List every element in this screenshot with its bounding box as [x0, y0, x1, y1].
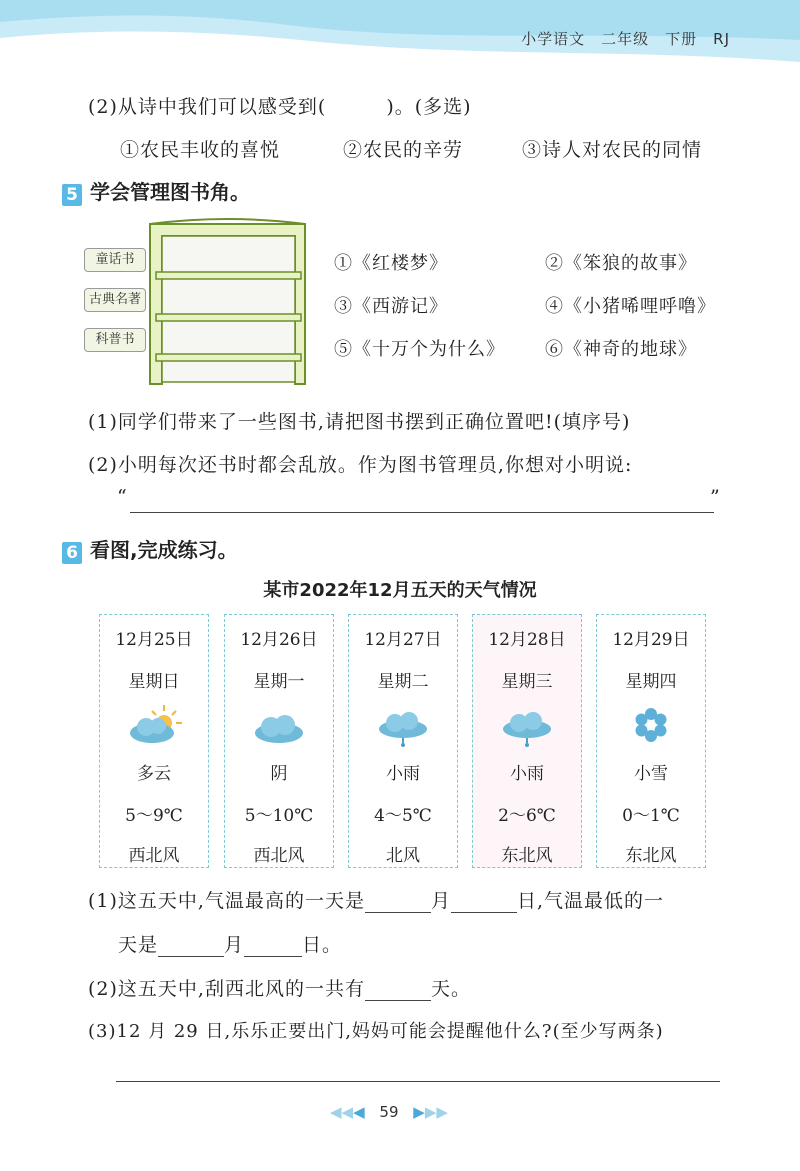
book-item: ④《小猪唏哩呼噜》	[545, 296, 716, 317]
weather-temp: 0～1℃	[622, 806, 680, 826]
section-6-heading	[62, 534, 238, 564]
book-item: ⑥《神奇的地球》	[545, 339, 697, 360]
weather-table-title: 某市2022年12月五天的天气情况	[263, 580, 537, 601]
question-text: (2)这五天中,刮西北风的一共有	[88, 978, 365, 1000]
weather-day-card	[99, 614, 209, 868]
weather-temp: 5～10℃	[244, 806, 314, 826]
answer-blank[interactable]	[365, 982, 431, 1001]
section-number-badge: 5	[62, 184, 82, 206]
weather-wind: 西北风	[128, 846, 180, 866]
section-6-question-2	[88, 974, 471, 1001]
weather-weekday: 星期二	[377, 672, 429, 692]
cloud-icon	[225, 703, 333, 747]
shelf-label-classics: 古典名著	[84, 288, 146, 312]
option-2: ②农民的辛劳	[343, 139, 464, 161]
weather-wind: 西北风	[253, 846, 305, 866]
weather-date: 12月29日	[612, 630, 690, 650]
weather-weekday: 星期三	[501, 672, 553, 692]
section-5-question-1: (1)同学们带来了一些图书,请把图书摆到正确位置吧!(填序号)	[88, 411, 631, 433]
weather-date: 12月28日	[488, 630, 566, 650]
weather-wind: 东北风	[501, 846, 553, 866]
weather-day-card	[224, 614, 334, 868]
weather-day-card	[472, 614, 582, 868]
weather-temp: 2～6℃	[498, 806, 556, 826]
question-4-2-prompt: (2)从诗中我们可以感受到( )。(多选)	[88, 96, 472, 118]
right-arrow-icon: ▶	[413, 1103, 425, 1121]
weather-date: 12月26日	[240, 630, 318, 650]
section-number-badge: 6	[62, 542, 82, 564]
section-6-question-1-line-2	[118, 930, 342, 957]
book-item: ②《笨狼的故事》	[545, 253, 697, 274]
answer-line[interactable]	[116, 1081, 720, 1082]
section-title: 学会管理图书角。	[90, 180, 250, 204]
weather-condition: 阴	[270, 764, 288, 784]
question-text: 日。	[302, 934, 343, 956]
answer-blank[interactable]	[244, 938, 302, 957]
partly-cloudy-icon	[100, 703, 208, 747]
book-item: ①《红楼梦》	[334, 253, 448, 274]
question-text: 月	[224, 934, 245, 956]
weather-condition: 小雪	[634, 764, 668, 784]
section-5-heading	[62, 176, 250, 206]
weather-weekday: 星期一	[253, 672, 305, 692]
weather-temp: 4～5℃	[374, 806, 432, 826]
book-item: ③《西游记》	[334, 296, 448, 317]
right-arrows-icon: ▶▶	[424, 1103, 448, 1121]
open-quote: “	[117, 486, 128, 508]
question-text: 天。	[430, 978, 471, 1000]
weather-condition: 小雨	[510, 764, 544, 784]
section-title: 看图,完成练习。	[90, 538, 238, 562]
weather-wind: 北风	[386, 846, 420, 866]
option-1: ①农民丰收的喜悦	[120, 139, 281, 161]
weather-condition: 多云	[137, 764, 171, 784]
question-text: 日,气温最低的一	[516, 890, 665, 912]
weather-day-card	[596, 614, 706, 868]
answer-blank[interactable]	[365, 894, 431, 913]
header-text: 小学语文 二年级 下册 RJ	[521, 30, 730, 48]
snow-icon	[597, 703, 705, 747]
weather-date: 12月27日	[364, 630, 442, 650]
weather-weekday: 星期四	[625, 672, 677, 692]
close-quote: ”	[710, 486, 721, 508]
answer-blank[interactable]	[451, 894, 517, 913]
question-text: 天是	[118, 934, 159, 956]
shelf-label-fairy-tales: 童话书	[84, 248, 146, 272]
question-text: (1)这五天中,气温最高的一天是	[88, 890, 365, 912]
bookshelf-illustration	[140, 214, 315, 386]
weather-day-card	[348, 614, 458, 868]
rain-icon	[349, 703, 457, 747]
section-6-question-3: (3)12 月 29 日,乐乐正要出门,妈妈可能会提醒他什么?(至少写两条)	[88, 1021, 664, 1042]
weather-weekday: 星期日	[128, 672, 180, 692]
weather-condition: 小雨	[386, 764, 420, 784]
book-item: ⑤《十万个为什么》	[334, 339, 505, 360]
question-text: 月	[430, 890, 451, 912]
rain-icon	[473, 703, 581, 747]
option-3: ③诗人对农民的同情	[522, 139, 703, 161]
weather-temp: 5～9℃	[125, 806, 183, 826]
left-arrow-icon: ◀	[353, 1103, 365, 1121]
section-5-question-2: (2)小明每次还书时都会乱放。作为图书管理员,你想对小明说:	[88, 454, 633, 476]
answer-blank[interactable]	[158, 938, 224, 957]
answer-line[interactable]	[130, 512, 714, 513]
left-arrows-icon: ◀◀	[330, 1103, 354, 1121]
page-footer	[330, 1103, 448, 1121]
shelf-label-science: 科普书	[84, 328, 146, 352]
weather-wind: 东北风	[625, 846, 677, 866]
section-6-question-1-line-1	[88, 886, 664, 913]
page-number: 59	[379, 1103, 399, 1121]
weather-date: 12月25日	[115, 630, 193, 650]
